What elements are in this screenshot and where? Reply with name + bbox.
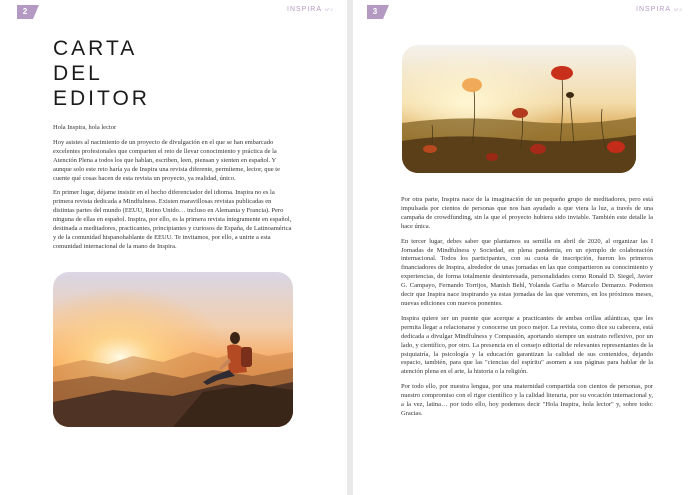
title-line: DEL bbox=[53, 62, 103, 85]
running-head-issue: Nº 2 bbox=[325, 7, 333, 12]
paragraph: Hoy asistes al nacimiento de un proyecto de divulgación en el que se han embarcado excelentes profesionales que comparten el reto de llevar conocimiento y práctica de la Atención Plena a todos los que hablan, escriben, leen, piensan y sienten en español. Y aunque solo este reto haría ya de Inspira una revista diferente, permíteme, lector, que te cuente qué cosas hacen de esta revista un proyecto, ya realidad, único. bbox=[53, 138, 280, 182]
paragraph: Inspira quiere ser un puente que acerque a practicantes de ambas orillas atlánticas, que les permita llegar a relacionarse y conocerse un poco mejor. La revista, como dice su cabecera, está dedicada a divulgar Mindfulness y Compasión, aportando siempre un sustrato reflexivo, por un lado, y científico, por otro. La presencia en el consejo editorial de relevantes representantes de la psiquiatría, la psicología y la educación garantizan la calidad de sus contenidos, dejando espacio, también, para que las "ciencias del espíritu" asomen a sus páginas para hablar de la atención plena en el arte, la historia o la religión. bbox=[401, 314, 653, 376]
page-number: 2 bbox=[17, 5, 33, 19]
page-number: 3 bbox=[367, 5, 383, 19]
paragraph: En primer lugar, déjame insistir en el hecho diferenciador del idioma. Inspira no es la primera revista dedicada a Mindfulness. Existen maravillosas revistas publicadas en distintas partes del mundo (EEUU, Reino Unido… incluso en Alemania y Francia). Pero ninguna de ellas en español. Inspira, por ello, es la primera revista íntegramente en español, destinada a meditadores, practicantes, principiantes y curiosos de España, de Latinoamérica y de la comunidad hispanohablante de EEUU. Te invitamos, por ello, a unirte a esta comunidad internacional de la mano de Inspira. bbox=[53, 189, 292, 250]
paragraph: Por todo ello, por nuestra lengua, por una maternidad compartida con cientos de personas, por nuestro compromiso con el rigor científico y la calidad literaria, por su vocación internacional y, a la vez, latina… por todo ello, hoy podemos decir "Hola Inspira, hola lector" y, sobre todo: Gracias. bbox=[401, 383, 653, 417]
paragraph: En tercer lugar, debes saber que plantamos su semilla en abril de 2020, al organizar las I Jornadas de Mindfulness y Sociedad, en plena pandemia, en un ejemplo de colaboración internacional. Todos los participantes, con su cuota de inscripción, fueron los primeros financiadores de Inspira, alrededor de unas jornadas en las que compartieron su conocimiento y experiencias, de forma totalmente desinteresada, personalidades como Ronald D. Siegel, Javier G. Campayo, Fernando Torrijos, Manish Behl, Yolanda Garfia o Marcelo Demarzo. Podemos decir que Inspira nace inspirando ya estas jornadas de las que veremos, en los próximos meses, nuevas ediciones con nuevos ponentes. bbox=[401, 237, 653, 307]
page-title bbox=[53, 36, 150, 111]
running-head bbox=[636, 6, 682, 13]
poppies-photo bbox=[402, 45, 636, 173]
running-head bbox=[287, 6, 333, 13]
running-head-title: INSPIRA bbox=[287, 6, 323, 13]
hiker-sunset-illustration bbox=[53, 272, 293, 427]
letter-body-left bbox=[53, 124, 293, 258]
left-page bbox=[0, 0, 347, 495]
right-page bbox=[353, 0, 700, 495]
running-head-title: INSPIRA bbox=[636, 6, 672, 13]
title-line: CARTA bbox=[53, 37, 138, 60]
hiker-sunset-photo bbox=[53, 272, 293, 427]
title-line: EDITOR bbox=[53, 87, 150, 110]
paragraph: Por otra parte, Inspira nace de la imaginación de un pequeño grupo de meditadores, pero está impulsada por cientos de personas que nos han ayudado a que viera la luz, a través de una campaña de crowdfunding, sin la que el proyecto hubiera sido inviable. También este detalle la hace única. bbox=[401, 196, 653, 230]
poppies-illustration bbox=[402, 45, 636, 173]
letter-body-right bbox=[401, 196, 653, 425]
greeting: Hola Inspira, hola lector bbox=[53, 124, 117, 131]
running-head-issue: Nº 2 bbox=[674, 7, 682, 12]
